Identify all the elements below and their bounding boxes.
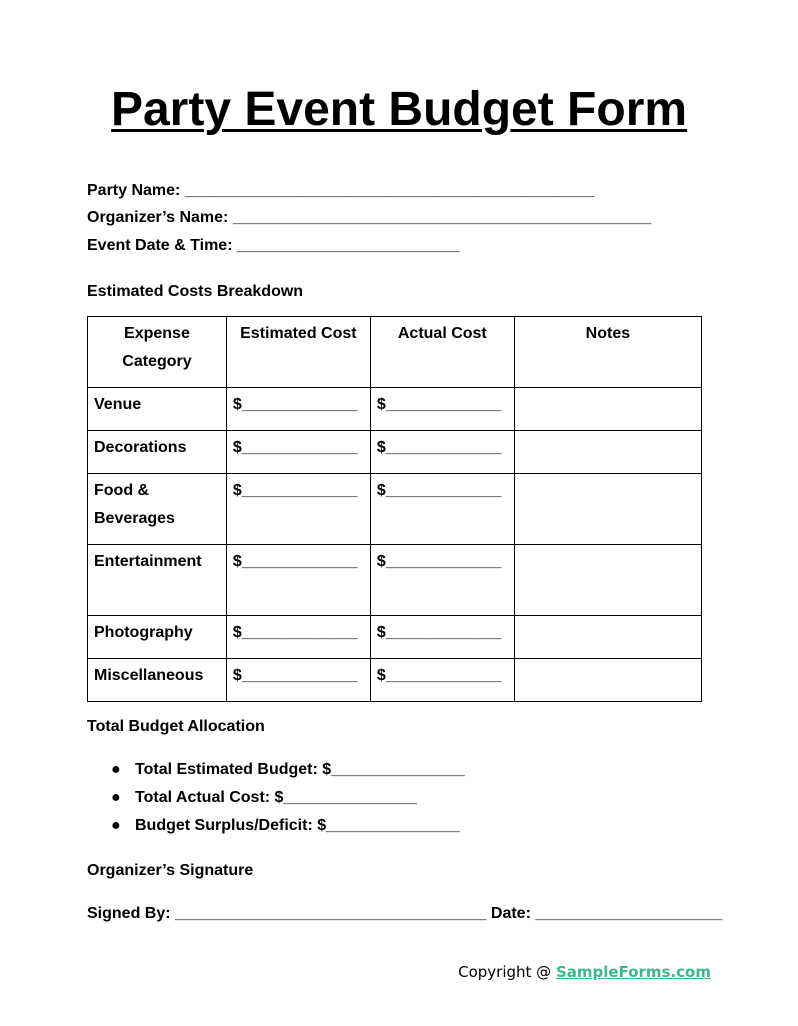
row-estimated-cost[interactable]: $_____________: [226, 388, 370, 431]
row-notes[interactable]: [514, 388, 701, 431]
totals-list: [111, 756, 465, 840]
row-notes[interactable]: [514, 431, 701, 474]
row-notes[interactable]: [514, 545, 701, 616]
row-actual-cost[interactable]: $_____________: [370, 659, 514, 702]
sampleforms-link[interactable]: SampleForms.com: [555, 963, 711, 981]
copyright-footer: [458, 963, 711, 981]
header-actual-cost: Actual Cost: [370, 317, 514, 388]
copyright-prefix: Copyright @: [458, 963, 556, 981]
page-title: Party Event Budget Form: [110, 83, 688, 136]
row-actual-cost[interactable]: $_____________: [370, 474, 514, 545]
row-estimated-cost[interactable]: $_____________: [226, 616, 370, 659]
row-category: Venue: [88, 388, 227, 431]
row-notes[interactable]: [514, 616, 701, 659]
budget-surplus-deficit: Budget Surplus/Deficit: $_______________: [135, 817, 460, 834]
header-expense-category: Expense Category: [88, 317, 227, 388]
row-estimated-cost[interactable]: $_____________: [226, 659, 370, 702]
table-row: [88, 616, 702, 659]
table-header-row: [88, 317, 702, 388]
row-category: Food & Beverages: [88, 474, 227, 545]
row-actual-cost[interactable]: $_____________: [370, 431, 514, 474]
bullet-icon: ●: [111, 789, 121, 806]
signed-by-date-field[interactable]: Signed By: ___________________________________ Date: _____________________: [87, 905, 723, 922]
row-category: Photography: [88, 616, 227, 659]
total-estimated-budget: Total Estimated Budget: $_______________: [135, 761, 465, 778]
header-notes: Notes: [514, 317, 701, 388]
totals-section-heading: Total Budget Allocation: [87, 718, 265, 735]
table-row: [88, 388, 702, 431]
organizer-name-field[interactable]: Organizer’s Name: _______________________________________________: [87, 209, 652, 226]
row-actual-cost[interactable]: $_____________: [370, 545, 514, 616]
row-notes[interactable]: [514, 474, 701, 545]
row-estimated-cost[interactable]: $_____________: [226, 474, 370, 545]
row-category: Miscellaneous: [88, 659, 227, 702]
bullet-icon: ●: [111, 761, 121, 778]
table-row: [88, 659, 702, 702]
table-row: [88, 545, 702, 616]
table-row: [88, 474, 702, 545]
row-notes[interactable]: [514, 659, 701, 702]
row-category: Entertainment: [88, 545, 227, 616]
list-item[interactable]: [111, 756, 465, 784]
row-estimated-cost[interactable]: $_____________: [226, 545, 370, 616]
table-row: [88, 431, 702, 474]
list-item[interactable]: [111, 812, 465, 840]
row-actual-cost[interactable]: $_____________: [370, 388, 514, 431]
signature-section-heading: Organizer’s Signature: [87, 862, 254, 879]
header-estimated-cost: Estimated Cost: [226, 317, 370, 388]
costs-section-heading: Estimated Costs Breakdown: [87, 283, 304, 300]
bullet-icon: ●: [111, 817, 121, 834]
total-actual-cost: Total Actual Cost: $_______________: [135, 789, 417, 806]
event-date-time-field[interactable]: Event Date & Time: _________________________: [87, 237, 460, 254]
row-estimated-cost[interactable]: $_____________: [226, 431, 370, 474]
list-item[interactable]: [111, 784, 465, 812]
row-actual-cost[interactable]: $_____________: [370, 616, 514, 659]
row-category: Decorations: [88, 431, 227, 474]
budget-table: [87, 316, 702, 702]
party-name-field[interactable]: Party Name: ______________________________________________: [87, 182, 595, 199]
